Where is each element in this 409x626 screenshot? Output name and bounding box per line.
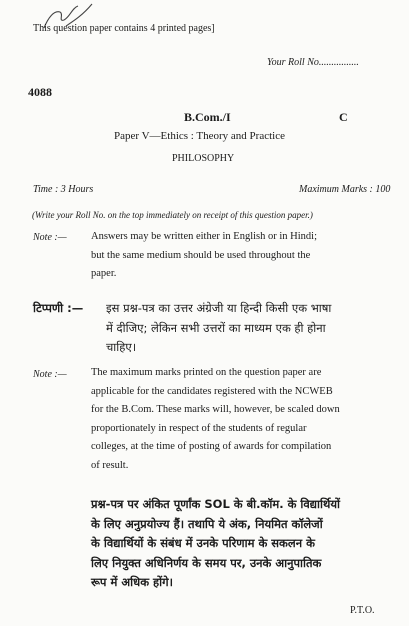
hindi-note-text: इस प्रश्न-पत्र का उत्तर अंग्रेजी या हिन्दी किसी एक भाषा में दीजिए; लेकिन सभी उत्तरों का माध्यम एक ही होना चाहिए। [106,301,332,354]
paper-code: 4088 [28,85,52,99]
note-text: Answers may be written either in English or in Hindi; but the same medium should be used throughout the paper. [91,231,318,279]
roll-number-line: Your Roll No................ [267,57,359,68]
course-name: B.Com./I [184,110,231,124]
note-label-2: Note :— [33,369,67,380]
paper-title: Paper V—Ethics : Theory and Practice [114,130,285,142]
roll-instruction: (Write your Roll No. on the top immediately on receipt of this question paper.) [32,210,313,220]
marks-note-text: The maximum marks printed on the question paper are applicable for the candidates registered with the NCWEB for the B.Com. These marks will, however, be scaled down proportionately in respect of the students of regular colleges, at the time of posting of awards for compilation of result. [91,367,340,471]
tippani-label: टिप्पणी :— [33,301,84,315]
subject-name: PHILOSOPHY [172,153,235,164]
maximum-marks: Maximum Marks : 100 [299,184,391,195]
pages-note: This question paper contains 4 printed pages] [33,23,215,34]
set-letter: C [339,110,348,124]
time-allowed: Time : 3 Hours [33,184,94,195]
note-label: Note :— [33,232,67,243]
pto-marker: P.T.O. [350,605,375,616]
hindi-marks-note: प्रश्न-पत्र पर अंकित पूर्णांक SOL के बी.कॉम. के विद्यार्थियों के लिए अनुप्रयोज्य हैं। तथापि ये अंक, नियमित कॉलेजों के विद्यार्थियों के संबंध में उनके परिणाम के सकलन के लिए नियुक्त अधिनिर्णय के समय पर, उनके आनुपातिक रूप में अधिक होंगे। [91,497,340,589]
